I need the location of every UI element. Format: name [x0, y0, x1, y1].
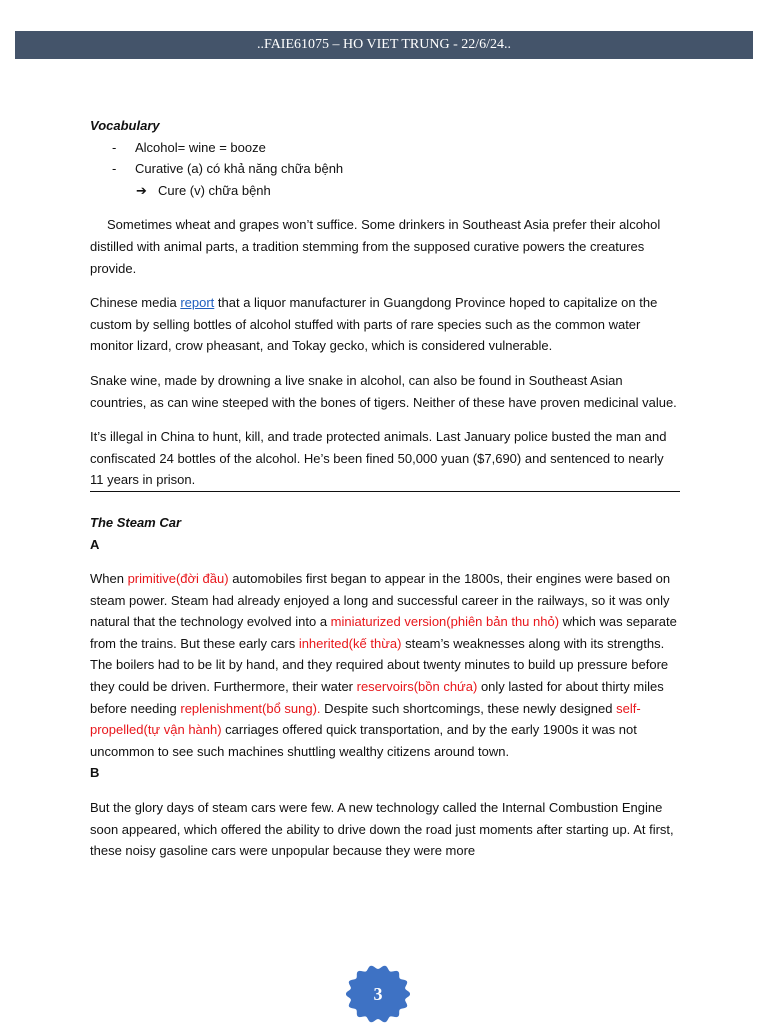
- section-divider: [90, 491, 680, 492]
- paragraph-text: which was separate from the trains. But these early cars: [90, 614, 677, 651]
- paragraph-text: only lasted for about thirty miles before needing: [90, 679, 664, 716]
- paragraph-text: Chinese media: [90, 295, 181, 311]
- steam-car-title: The Steam Car: [90, 514, 182, 530]
- vocabulary-list: [90, 137, 680, 202]
- header-text: ..FAIE61075 – HO VIET TRUNG - 22/6/24..: [256, 37, 512, 52]
- vocabulary-item: - Alcohol= wine = booze: [90, 137, 680, 159]
- highlighted-term: replenishment(bổ sung).: [180, 700, 321, 716]
- highlighted-term: self-propelled(tự vận hành): [90, 700, 641, 738]
- highlighted-term: reservoirs(bồn chứa): [356, 679, 478, 695]
- document-header: [15, 31, 753, 59]
- paragraph-text: automobiles first began to appear in the 1800s, their engines were based on steam power. Steam had already enjoyed a long and successful career in the railways, so it was only natural that the technology evolved into a: [90, 571, 671, 630]
- highlighted-term: primitive(đời đầu): [127, 571, 229, 587]
- vocabulary-derived-item: [90, 180, 680, 202]
- vocabulary-item: - Curative (a) có khả năng chữa bệnh: [90, 158, 680, 180]
- paragraph: It’s illegal in China to hunt, kill, and trade protected animals. Last January police busted the man and confiscated 24 bottles of the alcohol. He’s been fined 50,000 yuan ($7,690) and sentenced to nearly 11 years in prison.: [90, 429, 667, 488]
- section-label-b: B: [90, 765, 100, 781]
- paragraph-b: But the glory days of steam cars were few. A new technology called the Internal Combustion Engine soon appeared, which offered the ability to drive down the road just moments after starting up. At first, these noisy gasoline cars were unpopular because they were more: [90, 800, 674, 859]
- section-label-a: A: [90, 536, 100, 552]
- page-number: 3: [373, 984, 383, 1004]
- vocabulary-derived-text: Cure (v) chữa bệnh: [158, 182, 271, 198]
- paragraph-text: Despite such shortcomings, these newly designed: [320, 700, 617, 716]
- highlighted-term: miniaturized version(phiên bản thu nhỏ): [330, 614, 560, 630]
- paragraph: [90, 292, 680, 357]
- vocabulary-title: Vocabulary: [90, 118, 160, 133]
- paragraph-a: [90, 568, 680, 762]
- paragraph-text: that a liquor manufacturer in Guangdong Province hoped to capitalize on the custom by selling bottles of alcohol stuffed with parts of rare species such as the common water monitor lizard, crow pheasant, and Tokay gecko, which is considered vulnerable.: [90, 295, 658, 354]
- arrow-right-icon: ➔: [136, 182, 147, 198]
- paragraph: Snake wine, made by drowning a live snake in alcohol, can also be found in Southeast Asian countries, as can wine steeped with the bones of tigers. Neither of these have proven medicinal value.: [90, 372, 677, 410]
- report-link[interactable]: report: [180, 295, 215, 311]
- document-body: [90, 115, 680, 862]
- paragraph-text: carriages offered quick transportation, and by the early 1900s it was not uncommon to see such machines shuttling wealthy citizens around town.: [90, 722, 637, 759]
- paragraph-text: When: [90, 571, 128, 587]
- highlighted-term: inherited(kế thừa): [298, 635, 402, 651]
- paragraph-text: steam’s weaknesses along with its strengths. The boilers had to be lit by hand, and they required about twenty minutes to build up pressure before they could be driven. Furthermore, their water: [90, 635, 669, 695]
- paragraph: Sometimes wheat and grapes won’t suffice. Some drinkers in Southeast Asia prefer their alcohol distilled with animal parts, a tradition stemming from the supposed curative powers the creatures provide.: [90, 217, 661, 276]
- page-number-badge: [346, 965, 410, 1023]
